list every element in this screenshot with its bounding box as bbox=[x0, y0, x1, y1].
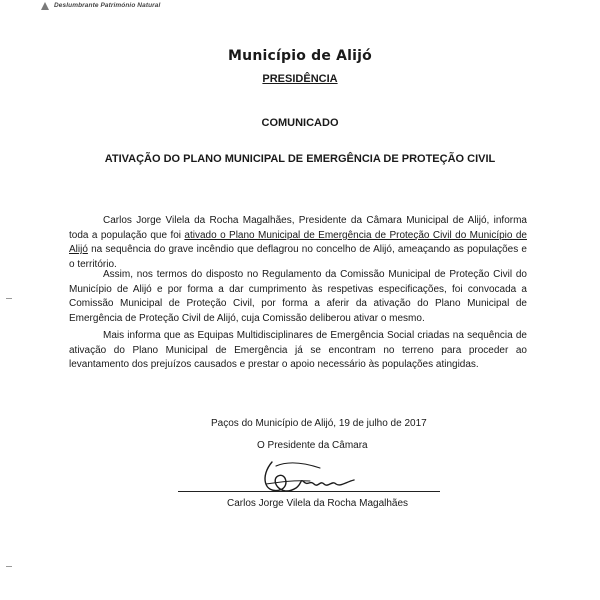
paragraph-2: Assim, nos termos do disposto no Regulamento da Comissão Municipal de Proteção Civil do Município de Alijó e por forma a dar cumprimento às respetivas especificações, foi convocada a Comissão Municipal de Proteção Civil, por forma a aferir da ativação do Plano Municipal de Emergência de Proteção Civil de Alijó, cuja Comissão deliberou ativar o mesmo. bbox=[69, 269, 527, 324]
margin-mark bbox=[6, 298, 12, 299]
municipality-logo-icon bbox=[40, 1, 50, 11]
paragraph-1 bbox=[69, 214, 527, 272]
document-title: ATIVAÇÃO DO PLANO MUNICIPAL DE EMERGÊNCIA DE PROTEÇÃO CIVIL bbox=[104, 153, 496, 165]
paragraph-3: Mais informa que as Equipas Multidisciplinares de Emergência Social criadas na sequência de ativação do Plano Municipal de Emergência já se encontram no terreno para proceder ao levantamento dos prejuízos causados e prestar o apoio necessário às populações atingidas. bbox=[69, 330, 527, 371]
document-type: COMUNICADO bbox=[261, 117, 339, 129]
department-title: PRESIDÊNCIA bbox=[262, 73, 338, 85]
margin-mark bbox=[6, 566, 12, 567]
handwritten-signature bbox=[250, 454, 370, 502]
municipality-name: Município de Alijó bbox=[228, 48, 372, 64]
signer-name: Carlos Jorge Vilela da Rocha Magalhães bbox=[227, 498, 409, 509]
paragraph-1-end: na sequência do grave incêndio que deflagrou no concelho de Alijó, ameaçando as populações e o território. bbox=[69, 244, 527, 270]
place-date: Paços do Município de Alijó, 19 de julho de 2017 bbox=[211, 418, 427, 429]
paragraph-1-start: Carlos Jorge Vilela da Rocha Magalhães, Presidente da Câmara Municipal de Alijó, informa toda a população que foi bbox=[69, 215, 527, 241]
paragraph-1-highlight: ativado o Plano Municipal de Emergência de Proteção Civil do Município de Alijó bbox=[69, 229, 527, 256]
signer-role: O Presidente da Câmara bbox=[257, 440, 368, 451]
signature-line bbox=[178, 491, 440, 492]
logo-tagline: Deslumbrante Património Natural bbox=[54, 2, 161, 9]
